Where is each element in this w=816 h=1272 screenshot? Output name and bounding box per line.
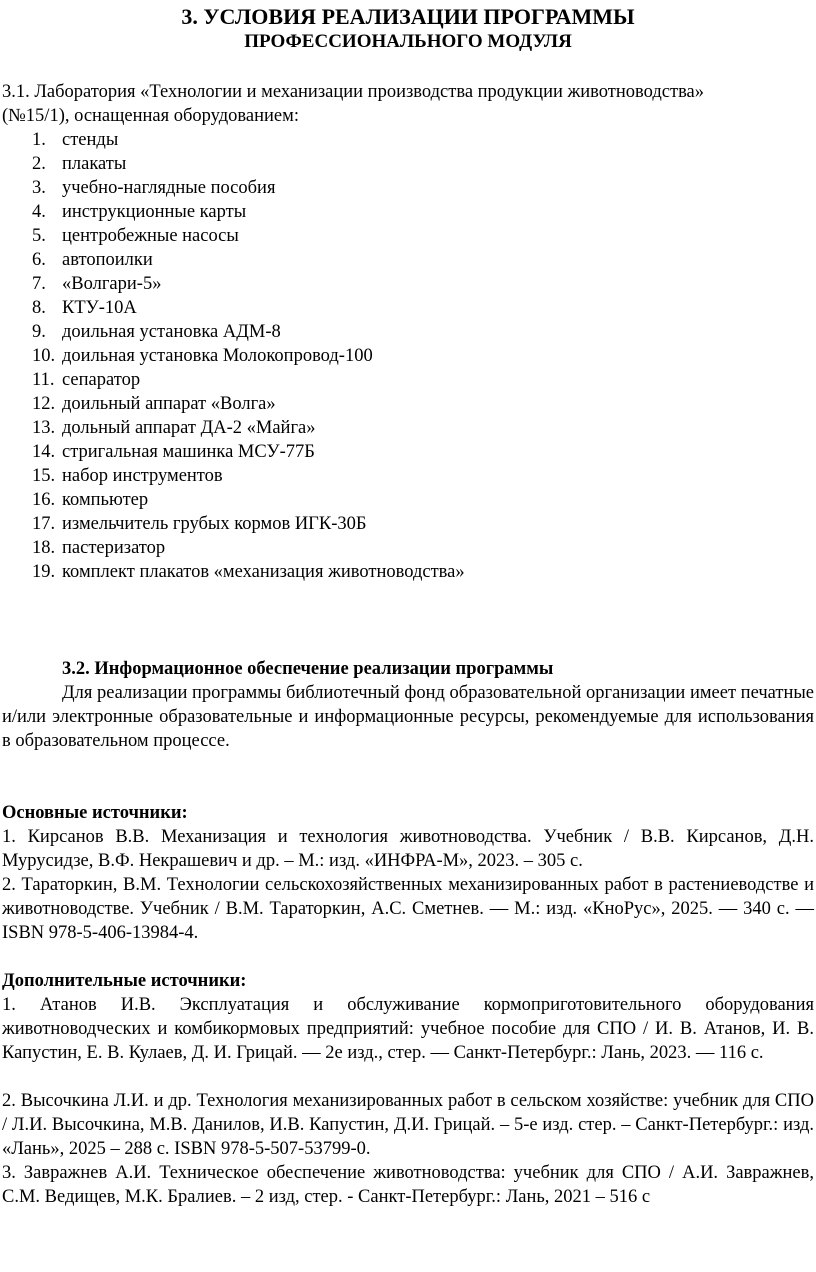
lab-intro xyxy=(2,80,814,128)
list-item-label: КТУ-10А xyxy=(62,298,137,318)
list-item-number: 14. xyxy=(32,442,56,462)
list-item-number: 9. xyxy=(32,322,46,342)
lab-intro-line-2: (№15/1), оснащенная оборудованием: xyxy=(2,106,299,126)
list-item-number: 8. xyxy=(32,298,46,318)
list-item-label: автопоилки xyxy=(62,250,153,270)
list-item-number: 15. xyxy=(32,466,56,486)
extra-sources-heading: Дополнительные источники: xyxy=(2,971,247,991)
list-item-number: 6. xyxy=(32,250,46,270)
extra-source-item: 2. Высочкина Л.И. и др. Технология механизированных работ в сельском хозяйстве: учебник для СПО / Л.И. Высочкина, М.В. Данилов, И.В. Капустин, Д.И. Грицай. – 5-е изд. стер. – Санкт-Петербург.: изд. «Лань», 2025 – 288 с. ISBN 978-5-507-53799-0. xyxy=(2,1091,814,1159)
list-item-number: 12. xyxy=(32,394,56,414)
list-item-label: набор инструментов xyxy=(62,466,223,486)
main-source-item: 2. Тараторкин, В.М. Технологии сельскохозяйственных механизированных работ в растениеводстве и животноводстве. Учебник / В.М. Тараторкин, А.С. Сметнев. — М.: изд. «КноРус», 2025. — 340 с. — ISBN 978-5-406-13984-4. xyxy=(2,875,814,943)
list-item-number: 17. xyxy=(32,514,56,534)
list-item-number: 3. xyxy=(32,178,46,198)
page-subtitle: ПРОФЕССИОНАЛЬНОГО МОДУЛЯ xyxy=(244,31,572,52)
list-item-number: 16. xyxy=(32,490,56,510)
list-item-label: доильный аппарат «Волга» xyxy=(62,394,276,414)
info-paragraph: Для реализации программы библиотечный фонд образовательной организации имеет печатные и/или электронные образовательные и информационные ресурсы, рекомендуемые для использования в образовательном процессе. xyxy=(2,683,814,751)
main-source-item: 1. Кирсанов В.В. Механизация и технология животноводства. Учебник / В.В. Кирсанов, Д.Н. Мурусидзе, В.Ф. Некрашевич и др. – М.: изд. «ИНФРА-М», 2023. – 305 с. xyxy=(2,827,814,871)
list-item-number: 18. xyxy=(32,538,56,558)
list-item-label: инструкционные карты xyxy=(62,202,247,222)
list-item-label: пастеризатор xyxy=(62,538,166,558)
list-item-label: стенды xyxy=(62,130,119,150)
list-item-label: комплект плакатов «механизация животноводства» xyxy=(62,562,465,582)
list-item-label: доильная установка Молокопровод-100 xyxy=(62,346,373,366)
list-item-label: доильная установка АДМ-8 xyxy=(62,322,281,342)
list-item-number: 5. xyxy=(32,226,46,246)
list-item-number: 13. xyxy=(32,418,56,438)
lab-intro-line-1: 3.1. Лаборатория «Технологии и механизации производства продукции животноводства» xyxy=(2,82,705,102)
list-item-label: сепаратор xyxy=(62,370,141,390)
list-item-label: измельчитель грубых кормов ИГК-30Б xyxy=(62,514,367,534)
list-item-number: 11. xyxy=(32,370,55,390)
extra-source-item: 3. Завражнев А.И. Техническое обеспечение животноводства: учебник для СПО / А.И. Завражнев, С.М. Ведищев, М.К. Бралиев. – 2 изд, стер. - Санкт-Петербург.: Лань, 2021 – 516 с xyxy=(2,1163,814,1207)
list-item-number: 4. xyxy=(32,202,46,222)
extra-source-item: 1. Атанов И.В. Эксплуатация и обслуживание кормоприготовительного оборудования животноводческих и комбикормовых предприятий: учебное пособие для СПО / И. В. Атанов, И. В. Капустин, Е. В. Кулаев, Д. И. Грицай. — 2е изд., стер. — Санкт-Петербург.: Лань, 2023. — 116 с. xyxy=(2,995,814,1063)
section-heading-info: 3.2. Информационное обеспечение реализации программы xyxy=(62,659,554,679)
list-item-number: 7. xyxy=(32,274,46,294)
list-item-number: 19. xyxy=(32,562,56,582)
main-sources-heading: Основные источники: xyxy=(2,803,188,823)
list-item-number: 2. xyxy=(32,154,46,174)
list-item-label: плакаты xyxy=(62,154,127,174)
list-item-label: компьютер xyxy=(62,490,149,510)
list-item-label: «Волгари-5» xyxy=(62,274,162,294)
page-title: 3. УСЛОВИЯ РЕАЛИЗАЦИИ ПРОГРАММЫ xyxy=(181,4,635,29)
list-item-label: учебно-наглядные пособия xyxy=(62,178,276,198)
list-item-number: 1. xyxy=(32,130,46,150)
list-item-label: центробежные насосы xyxy=(62,226,239,246)
list-item-label: дольный аппарат ДА-2 «Майга» xyxy=(62,418,316,438)
list-item-number: 10. xyxy=(32,346,56,366)
list-item-label: стригальная машинка МСУ-77Б xyxy=(62,442,315,462)
